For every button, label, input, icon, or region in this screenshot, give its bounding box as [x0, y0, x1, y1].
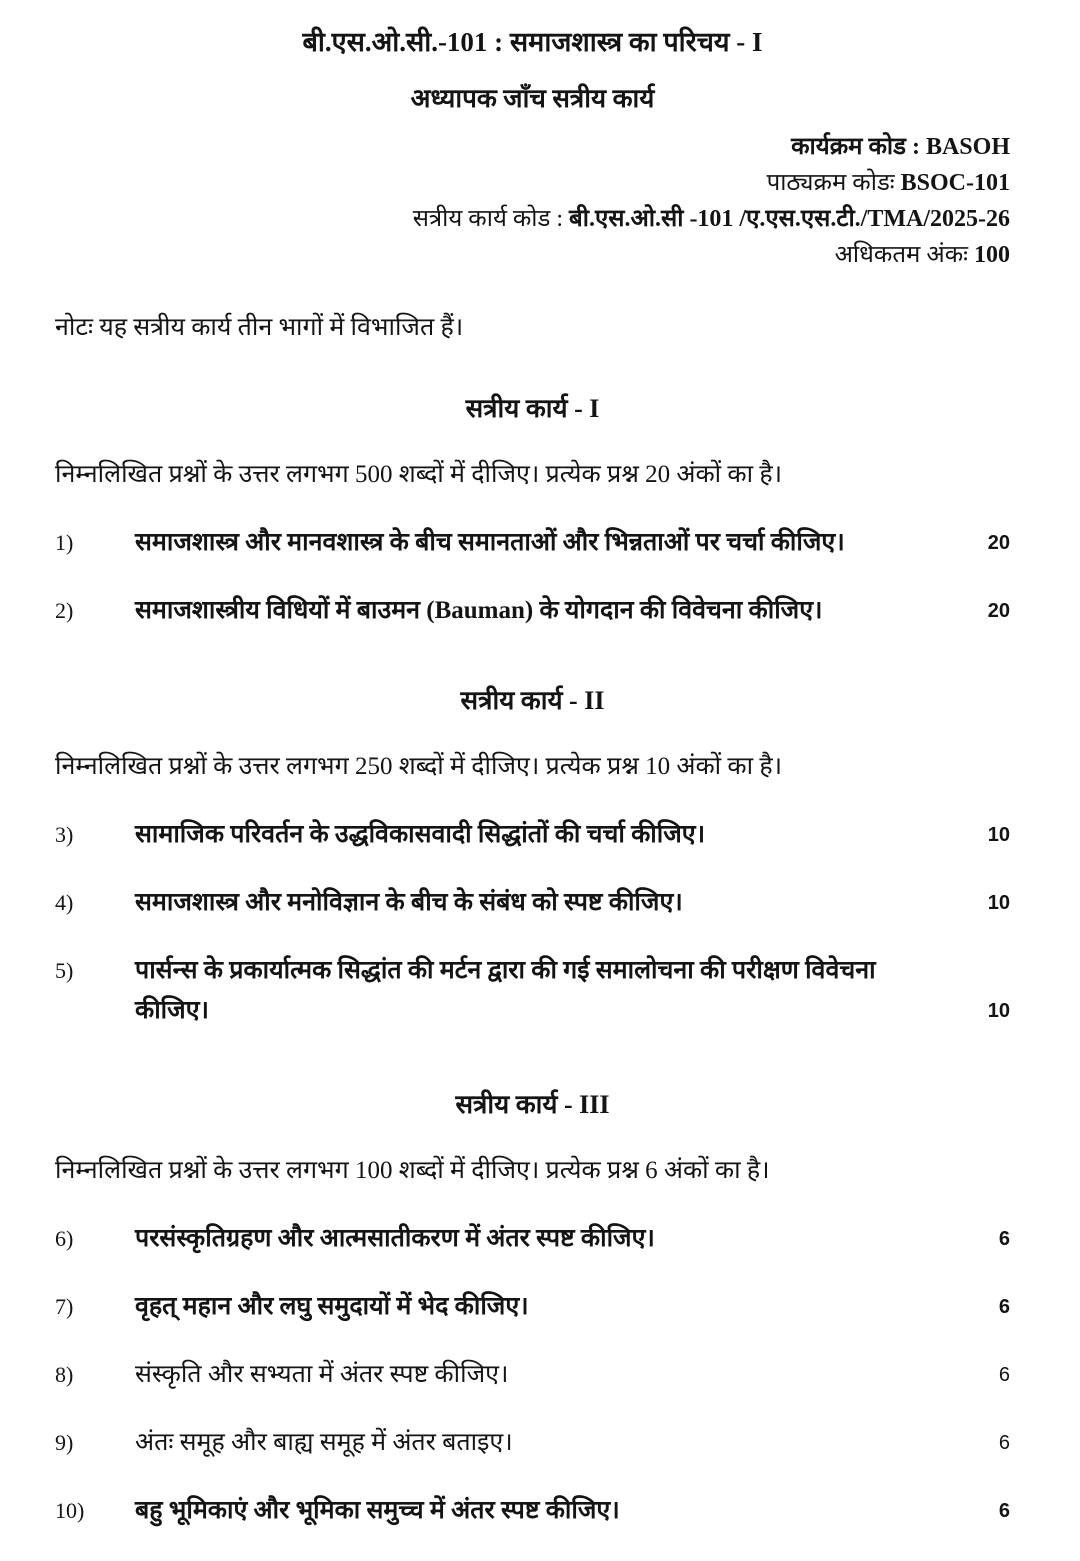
question-text: संस्कृति और सभ्यता में अंतर स्पष्ट कीजिए। — [135, 1361, 509, 1388]
question-number: 4) — [55, 890, 74, 915]
question-marks: 6 — [998, 1296, 1010, 1318]
course-code-line — [55, 165, 1010, 201]
question-number: 3) — [55, 822, 74, 847]
question-number: 10) — [55, 1498, 85, 1523]
max-marks-label: अधिकतम अंकः — [834, 242, 974, 268]
question-marks: 6 — [998, 1432, 1010, 1454]
programme-code-line — [55, 129, 1010, 165]
question-text: समाजशास्त्रीय विधियों में बाउमन (Bauman) के योगदान की विवेचना कीजिए। — [135, 597, 823, 624]
question-marks: 6 — [998, 1228, 1010, 1250]
question-row-7 — [55, 1287, 1010, 1327]
question-text: अंतः समूह और बाह्य समूह में अंतर बताइए। — [135, 1429, 513, 1456]
question-number: 9) — [55, 1430, 74, 1455]
question-row-6 — [55, 1219, 1010, 1259]
question-marks: 6 — [998, 1500, 1010, 1522]
question-text: सामाजिक परिवर्तन के उद्धविकासवादी सिद्धांतों की चर्चा कीजिए। — [135, 821, 706, 848]
section-2-heading: सत्रीय कार्य - II — [460, 686, 605, 715]
question-number: 1) — [55, 530, 74, 555]
question-number: 5) — [55, 958, 74, 983]
question-marks: 10 — [987, 1000, 1010, 1022]
max-marks-value: 100 — [974, 242, 1010, 268]
course-code-label: पाठ्यक्रम कोडः — [766, 170, 901, 196]
question-text: परसंस्कृतिग्रहण और आत्मसातीकरण में अंतर स्पष्ट कीजिए। — [135, 1225, 655, 1252]
question-number: 8) — [55, 1362, 74, 1387]
question-row-8 — [55, 1355, 1010, 1395]
question-text: समाजशास्त्र और मानवशास्त्र के बीच समानताओं और भिन्नताओं पर चर्चा कीजिए। — [135, 529, 845, 556]
question-row-9 — [55, 1423, 1010, 1463]
question-marks: 6 — [998, 1364, 1010, 1386]
question-row-5 — [55, 951, 1010, 1031]
section-3-instruction: निम्नलिखित प्रश्नों के उत्तर लगभग 100 शब्दों में दीजिए। प्रत्येक प्रश्न 6 अंकों का है। — [55, 1157, 770, 1184]
question-text: बहु भूमिकाएं और भूमिका समुच्च में अंतर स्पष्ट कीजिए। — [135, 1497, 620, 1524]
question-marks: 10 — [987, 892, 1010, 914]
question-text: पार्सन्स के प्रकार्यात्मक सिद्धांत की मर्टन द्वारा की गई समालोचना की परीक्षण विवेचना कीजिए। — [135, 957, 876, 1024]
code-meta-block — [55, 129, 1010, 273]
programme-code-label: कार्यक्रम कोड : — [791, 134, 926, 160]
question-row-1 — [55, 523, 1010, 563]
question-marks: 20 — [987, 600, 1010, 622]
question-row-4 — [55, 883, 1010, 923]
course-title: बी.एस.ओ.सी.-101 : समाजशास्त्र का परिचय - I — [302, 27, 763, 57]
question-marks: 20 — [987, 532, 1010, 554]
section-3-heading: सत्रीय कार्य - III — [455, 1090, 610, 1119]
question-text: वृहत् महान और लघु समुदायों में भेद कीजिए। — [135, 1293, 529, 1320]
note-line: नोटः यह सत्रीय कार्य तीन भागों में विभाजित हैं। — [55, 314, 464, 341]
section-1-instruction: निम्नलिखित प्रश्नों के उत्तर लगभग 500 शब्दों में दीजिए। प्रत्येक प्रश्न 20 अंकों का है। — [55, 461, 783, 488]
question-text: समाजशास्त्र और मनोविज्ञान के बीच के संबंध को स्पष्ट कीजिए। — [135, 889, 683, 916]
max-marks-line — [55, 237, 1010, 273]
question-number: 6) — [55, 1226, 74, 1251]
question-number: 2) — [55, 598, 74, 623]
assignment-code-line — [55, 201, 1010, 237]
assignment-code-value: बी.एस.ओ.सी -101 /ए.एस.एस.टी./TMA/2025-26 — [569, 206, 1010, 232]
assignment-type-subtitle: अध्यापक जाँच सत्रीय कार्य — [410, 84, 655, 113]
question-number: 7) — [55, 1294, 74, 1319]
section-2-instruction: निम्नलिखित प्रश्नों के उत्तर लगभग 250 शब्दों में दीजिए। प्रत्येक प्रश्न 10 अंकों का है। — [55, 753, 783, 780]
section-1-heading: सत्रीय कार्य - I — [465, 394, 600, 423]
programme-code-value: BASOH — [925, 134, 1010, 160]
question-marks: 10 — [987, 824, 1010, 846]
assignment-code-label: सत्रीय कार्य कोड : — [412, 206, 570, 232]
question-row-2 — [55, 591, 1010, 631]
question-row-10 — [55, 1491, 1010, 1531]
question-row-3 — [55, 815, 1010, 855]
course-code-value: BSOC-101 — [900, 170, 1010, 196]
